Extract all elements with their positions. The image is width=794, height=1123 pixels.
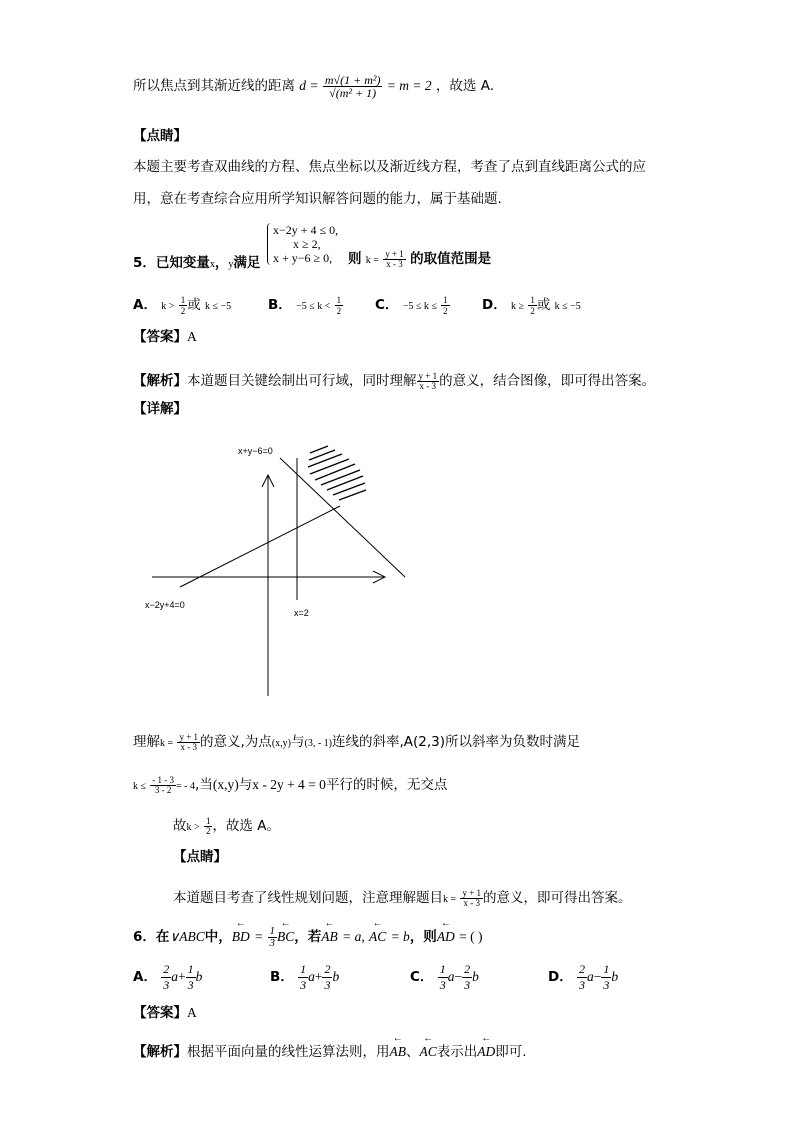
distance-result: = m = 2 [386, 78, 432, 93]
q5-option-a-num: 1 [180, 295, 186, 305]
q6-c-d2: 3 [464, 978, 471, 992]
q6-stem [133, 926, 482, 949]
q6-a-v2: b [195, 969, 203, 984]
q5-option-d-frac [528, 295, 537, 316]
q6-jiexi [133, 1045, 527, 1060]
q5-stem-k [348, 250, 491, 269]
q5-jiexi [133, 372, 655, 391]
q6-d-v2: b [611, 969, 619, 984]
distance-text: 所以焦点到其渐近线的距离 [133, 78, 295, 94]
q5-option-d[interactable] [482, 293, 581, 316]
q6-frac [268, 926, 278, 949]
q5-stem-b: 满足 [233, 255, 261, 271]
q6-d-n1: 2 [579, 962, 586, 976]
q6-jiexi-vector-ab: ← AB [390, 1045, 407, 1059]
q5-exp3-b: ，故选 A。 [212, 818, 280, 834]
q6-vector-ad: ← AD [437, 930, 455, 944]
q5-explanation-2 [133, 776, 447, 795]
q6-eq-b: = b [390, 929, 410, 944]
q6-answer-label: 【答案】 [133, 1005, 187, 1021]
q6-b-n1: 1 [300, 962, 307, 976]
q5-exp1-den: x - 3 [180, 742, 197, 752]
q5-option-b-den: 2 [336, 306, 342, 316]
q5-dj-frac [460, 889, 483, 908]
q5-exp2-line: x - 2y + 4 = 0 [252, 777, 326, 792]
q5-option-a-t2: k ≤ −5 [204, 301, 232, 312]
q5-jiexi-b: 的意义，结合图像，即可得出答案。 [439, 373, 656, 389]
q5-exp1-c: 与 [290, 734, 305, 750]
q5-exp1-num: y + 1 [179, 732, 199, 742]
q5-option-a[interactable] [133, 293, 231, 316]
q5-option-d-t1: k ≥ [511, 301, 525, 312]
q6-jiexi-c: 即可. [495, 1044, 527, 1060]
q5-exp2-num: - 1 - 3 [152, 775, 175, 785]
q5-exp1-pt2: (3, - 1) [304, 738, 332, 749]
q5-option-c[interactable] [375, 293, 450, 316]
q5-option-d-t2: k ≤ −5 [554, 301, 581, 312]
q6-b-op: + [314, 969, 323, 984]
q6-option-b-frac1 [298, 962, 308, 993]
distance-denominator: √(m² + 1) [329, 86, 377, 100]
q5-constraint-2: x ≥ 2, [293, 237, 321, 251]
q5-dj-den: x - 3 [463, 898, 480, 908]
q6-triangle: ∨ABC [169, 929, 205, 944]
q5-explanation-3 [173, 817, 280, 836]
label-x-plus-y-minus-6: x+y−6=0 [238, 446, 273, 456]
q5-exp1-pt: (x,y) [271, 738, 291, 749]
q6-d-n2: 1 [603, 962, 610, 976]
q6-vector-ab: ← AB [321, 930, 338, 944]
q6-answer-value: A [187, 1005, 197, 1020]
q5-dj-k: k = [443, 894, 457, 905]
q5-option-a-label: A． [133, 297, 157, 313]
q5-option-b-label: B． [268, 297, 292, 313]
q6-option-d-frac1 [577, 962, 587, 993]
q6-c-n2: 2 [464, 962, 471, 976]
q5-option-d-num: 1 [530, 295, 535, 305]
q5-exp2-a: ,当 [195, 777, 213, 793]
q6-d-d1: 3 [579, 978, 586, 992]
q6-b-d1: 3 [300, 978, 307, 992]
q6-a-d1: 3 [163, 978, 170, 992]
q6-stem-c: ，若 [294, 929, 322, 945]
q6-d-op: − [593, 969, 602, 984]
q5-option-a-frac [179, 295, 188, 316]
line-x-minus-2y-plus-4 [180, 506, 340, 587]
q5-jiexi-frac [417, 372, 440, 391]
q5-option-c-frac [441, 295, 450, 316]
q6-option-a[interactable] [133, 962, 202, 993]
q5-jiexi-label: 【解析】 [133, 373, 187, 389]
q6-number: 6． [133, 929, 156, 945]
q5-number: 5． [133, 255, 156, 271]
q6-b-n2: 2 [324, 962, 331, 976]
q5-jiexi-num: y + 1 [418, 371, 438, 381]
q5-exp2-frac [150, 776, 176, 795]
hatching [308, 446, 366, 500]
q6-option-a-frac1 [161, 962, 171, 993]
q5-constraint-1: x−2y + 4 ≤ 0, [273, 223, 339, 237]
q6-b-d2: 3 [324, 978, 331, 992]
dianjing-line-1: 本题主要考查双曲线的方程、焦点坐标以及渐近线方程，考查了点到直线距离公式的应 [133, 159, 646, 175]
q6-jiexi-vector-ad: ← AD [477, 1045, 495, 1059]
q6-option-c[interactable] [410, 962, 479, 993]
q6-c-v1: a [447, 969, 455, 984]
q5-dianjing-text [173, 889, 632, 908]
label-x-minus-2y-plus-4: x−2y+4=0 [145, 600, 185, 610]
q5-option-b-t1: −5 ≤ k < [296, 301, 331, 312]
q5-option-b[interactable] [268, 293, 343, 316]
q6-jiexi-a: 根据平面向量的线性运算法则，用 [187, 1044, 390, 1060]
q5-exp2-pt: (x,y) [212, 777, 239, 792]
q5-dj-num: y + 1 [462, 888, 482, 898]
q6-option-a-frac2 [186, 962, 196, 993]
q5-dianjing-heading: 【点睛】 [173, 849, 227, 865]
q6-option-b-frac2 [322, 962, 332, 993]
q6-c-v2: b [472, 969, 479, 984]
q5-explanation-1 [133, 733, 580, 752]
q5-option-c-label: C． [375, 297, 399, 313]
q5-exp1-frac [177, 733, 200, 752]
q6-vector-bc: ← BC [277, 930, 294, 944]
q6-eq-a: = a, [342, 929, 365, 944]
q5-stem-d: 的取值范围是 [410, 251, 492, 267]
q5-option-c-den: 2 [443, 306, 448, 316]
q6-option-d-label: D． [548, 969, 573, 985]
q5-stem [133, 257, 260, 271]
q6-option-c-frac2 [462, 962, 472, 993]
distance-fraction [323, 74, 383, 99]
q6-c-op: − [454, 969, 463, 984]
q6-a-n2: 1 [187, 962, 194, 976]
q6-a-v1: a [171, 969, 178, 984]
q6-c-n1: 1 [439, 962, 446, 976]
q5-exp3-den: 2 [205, 826, 211, 836]
d-expr: d = [299, 78, 319, 93]
dianjing-line-2: 用，意在考查综合应用所学知识解答问题的能力，属于基础题. [133, 191, 502, 207]
q5-option-c-t1: −5 ≤ k ≤ [402, 301, 437, 312]
q5-option-a-or: 或 [187, 297, 201, 313]
q5-jiexi-a: 本道题目关键绘制出可行域，同时理解 [187, 373, 417, 389]
q5-dj-a: 本道题目考查了线性规划问题，注意理解题目 [173, 890, 443, 906]
q5-var-x: x [209, 259, 215, 270]
q5-option-a-t1: k > [161, 301, 175, 312]
q6-jiexi-vector-ac: ← AC [420, 1045, 437, 1059]
q5-k-expr: k = [365, 255, 379, 266]
q5-var-y: y [228, 259, 234, 270]
q5-comma: ， [214, 255, 229, 271]
dianjing-heading-1: 【点睛】 [133, 128, 187, 144]
q5-exp3-k: k > [186, 822, 200, 833]
q6-stem-e: = ( ) [459, 929, 483, 944]
q6-jiexi-label: 【解析】 [133, 1044, 187, 1060]
q6-option-c-label: C． [410, 969, 434, 985]
q5-exp1-k: k = [160, 738, 174, 749]
q5-dj-b: 的意义，即可得出答案。 [483, 890, 632, 906]
q6-option-a-label: A． [133, 969, 157, 985]
q6-option-d-frac2 [601, 962, 611, 993]
q6-d-v1: a [587, 969, 594, 984]
q5-k-fraction [383, 250, 406, 269]
q5-answer-label: 【答案】 [133, 329, 187, 345]
q5-exp2-den: 3 - 2 [154, 785, 172, 795]
q6-stem-d: ，则 [409, 929, 437, 945]
q5-exp2-c: 平行的时候，无交点 [325, 777, 448, 793]
q6-option-c-frac1 [438, 962, 448, 993]
q6-a-op: + [178, 969, 186, 984]
q5-exp2-b: 与 [238, 777, 253, 793]
q5-exp3-num: 1 [205, 816, 211, 826]
q5-exp3-a: 故 [173, 818, 187, 834]
q5-k-den: x - 3 [386, 259, 403, 269]
q6-frac-den: 3 [269, 937, 276, 949]
distance-choice: ，故选 A. [435, 78, 494, 94]
line-x-plus-y-minus-6 [280, 458, 405, 577]
q6-option-b[interactable] [270, 962, 339, 993]
q6-frac-num: 1 [269, 925, 276, 937]
q5-option-d-den: 2 [530, 306, 535, 316]
q5-option-c-num: 1 [443, 295, 448, 305]
label-x-equals-2: x=2 [294, 608, 309, 618]
q6-vector-ac: ← AC [369, 930, 386, 944]
q6-jiexi-sep: 、 [406, 1044, 420, 1060]
q6-d-d2: 3 [603, 978, 610, 992]
q6-jiexi-b: 表示出 [436, 1044, 478, 1060]
feasible-region-figure [140, 440, 420, 702]
q5-jiexi-den: x - 3 [419, 381, 437, 391]
q5-option-d-or: 或 [536, 297, 551, 313]
q6-a-n1: 2 [163, 962, 170, 976]
q6-answer [133, 1006, 197, 1021]
q6-eq1: = [254, 929, 264, 944]
q5-constraint-3: x + y−6 ≥ 0, [273, 251, 333, 265]
q6-a-d2: 3 [187, 978, 194, 992]
q5-exp1-d: 连线的斜率,A(2,3)所以斜率为负数时满足 [331, 734, 581, 750]
q5-stem-c: 则 [348, 251, 362, 267]
q6-vector-bd: ← BD [232, 930, 250, 944]
q5-option-b-frac [335, 295, 344, 316]
q5-stem-a: 已知变量 [155, 255, 210, 271]
q5-exp2-k: k ≤ [133, 781, 146, 792]
q5-answer-value: A [187, 329, 197, 344]
q5-exp1-a: 理解 [133, 734, 160, 750]
q6-b-v2: b [332, 969, 340, 984]
distance-conclusion-line [133, 74, 494, 99]
q5-exp1-b: 的意义,为点 [200, 734, 272, 750]
q5-answer [133, 330, 197, 345]
q6-option-d[interactable] [548, 962, 618, 993]
q5-option-d-label: D． [482, 297, 507, 313]
q5-option-a-den: 2 [180, 306, 186, 316]
distance-numerator: m√(1 + m²) [324, 73, 381, 87]
q6-stem-a: 在 [155, 929, 170, 945]
q6-option-b-label: B． [270, 969, 294, 985]
q5-xiangjie-heading: 【详解】 [133, 401, 187, 417]
q5-k-num: y + 1 [385, 249, 404, 259]
q5-option-b-num: 1 [336, 295, 342, 305]
q6-stem-b: 中， [204, 929, 232, 945]
q5-exp2-eq: = - 4 [176, 781, 196, 792]
q6-c-d1: 3 [439, 978, 446, 992]
q6-b-v1: a [308, 969, 315, 984]
q5-system-brace [267, 223, 272, 265]
